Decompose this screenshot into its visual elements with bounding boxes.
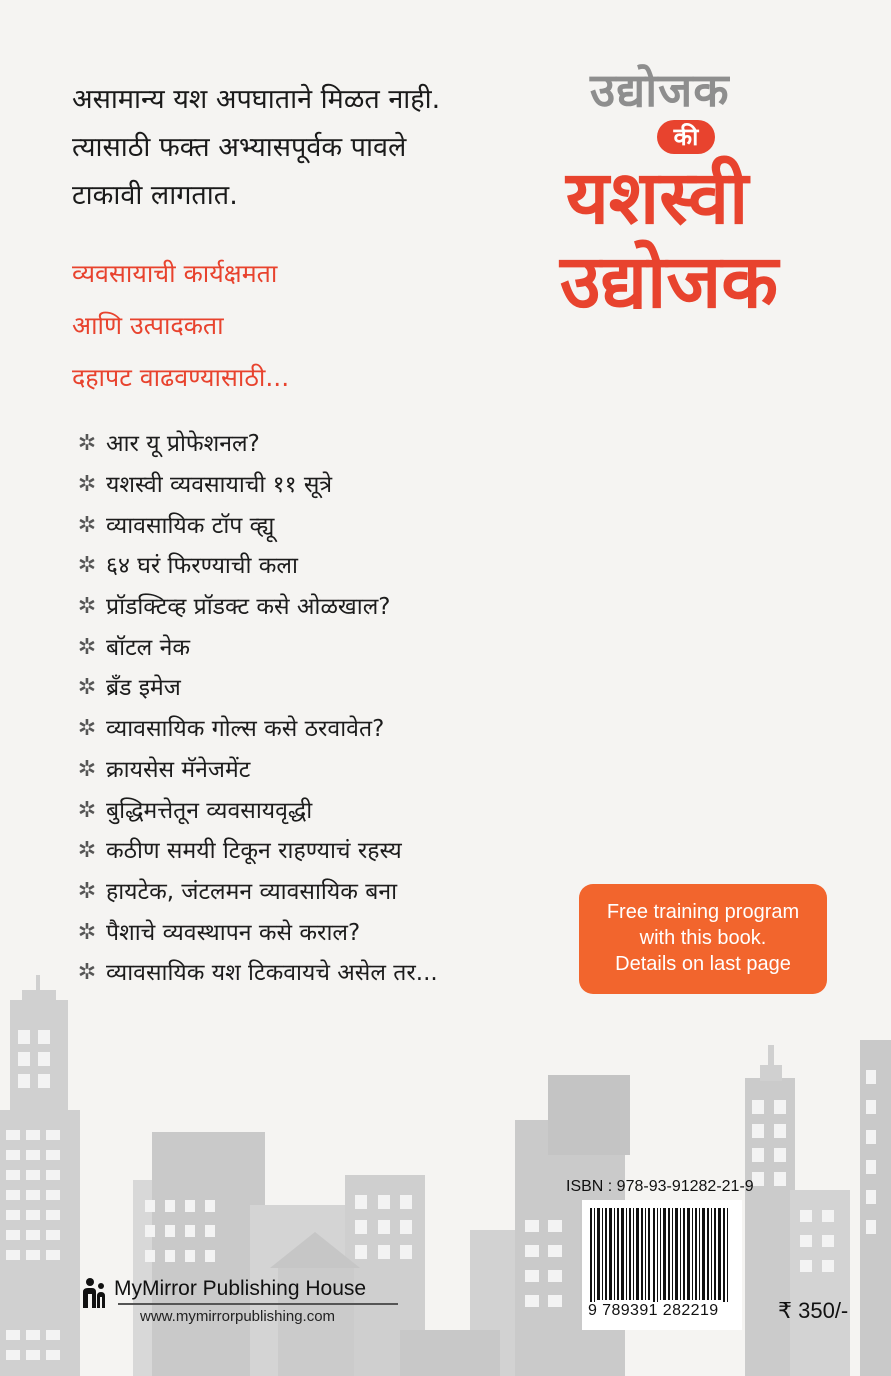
topic-text: ६४ घरं फिरण्याची कला bbox=[106, 553, 298, 580]
asterisk-bullet-icon: ✲ bbox=[77, 472, 97, 498]
tagline-line-2: आणि उत्पादकता bbox=[72, 311, 224, 340]
asterisk-bullet-icon: ✲ bbox=[77, 634, 97, 660]
asterisk-bullet-icon: ✲ bbox=[77, 756, 97, 782]
asterisk-bullet-icon: ✲ bbox=[77, 594, 97, 620]
isbn-label: ISBN : 978-93-91282-21-9 bbox=[566, 1178, 754, 1195]
intro-paragraph bbox=[72, 76, 532, 220]
topic-text: हायटेक, जंटलमन व्यावसायिक बना bbox=[106, 878, 398, 905]
asterisk-bullet-icon: ✲ bbox=[77, 797, 97, 823]
book-title bbox=[560, 58, 860, 338]
list-item bbox=[76, 505, 596, 546]
publisher-divider bbox=[118, 1303, 398, 1305]
list-item bbox=[76, 627, 596, 668]
asterisk-bullet-icon: ✲ bbox=[77, 838, 97, 864]
tagline-line-1: व्यवसायाची कार्यक्षमता bbox=[72, 259, 278, 288]
topic-text: व्यावसायिक यश टिकवायचे असेल तर... bbox=[106, 960, 438, 987]
intro-line-2: त्यासाठी फक्त अभ्यासपूर्वक पावले bbox=[72, 132, 407, 163]
title-sub-word: उद्योजक bbox=[560, 239, 779, 325]
free-training-promo bbox=[579, 884, 827, 994]
asterisk-bullet-icon: ✲ bbox=[77, 960, 97, 986]
list-item bbox=[76, 587, 596, 628]
barcode-number: 9 789391 282219 bbox=[588, 1302, 738, 1320]
promo-line-3: Details on last page bbox=[615, 953, 791, 975]
topic-text: ब्रँड इमेज bbox=[106, 675, 181, 702]
topics-list bbox=[76, 424, 596, 994]
list-item bbox=[76, 872, 596, 913]
topic-text: क्रायसेस मॅनेजमेंट bbox=[106, 756, 251, 783]
title-ki-badge: की bbox=[657, 120, 715, 154]
topic-text: व्यावसायिक गोल्स कसे ठरवावेत? bbox=[106, 716, 385, 743]
topic-text: बॉटल नेक bbox=[106, 634, 191, 661]
tagline bbox=[72, 248, 492, 404]
tagline-line-3: दहापट वाढवण्यासाठी... bbox=[72, 363, 290, 392]
asterisk-bullet-icon: ✲ bbox=[77, 878, 97, 904]
list-item bbox=[76, 912, 596, 953]
asterisk-bullet-icon: ✲ bbox=[77, 675, 97, 701]
publisher-url: www.mymirrorpublishing.com bbox=[140, 1308, 336, 1325]
topic-text: यशस्वी व्यवसायाची ११ सूत्रे bbox=[106, 472, 333, 499]
promo-line-1: Free training program bbox=[606, 901, 800, 923]
topic-text: प्रॉडक्टिव्ह प्रॉडक्ट कसे ओळखाल? bbox=[106, 594, 391, 621]
topic-text: कठीण समयी टिकून राहण्याचं रहस्य bbox=[106, 838, 402, 865]
asterisk-bullet-icon: ✲ bbox=[77, 919, 97, 945]
topic-text: बुद्धिमत्तेतून व्यवसायवृद्धी bbox=[106, 797, 313, 824]
asterisk-bullet-icon: ✲ bbox=[77, 512, 97, 538]
list-item bbox=[76, 790, 596, 831]
intro-line-3: टाकावी लागतात. bbox=[72, 180, 238, 211]
list-item bbox=[76, 546, 596, 587]
list-item bbox=[76, 831, 596, 872]
publisher-logo-icon bbox=[80, 1276, 110, 1310]
title-main-word: यशस्वी bbox=[566, 155, 749, 241]
topic-text: व्यावसायिक टॉप व्ह्यू bbox=[106, 512, 275, 539]
asterisk-bullet-icon: ✲ bbox=[77, 716, 97, 742]
list-item bbox=[76, 465, 596, 506]
intro-line-1: असामान्य यश अपघाताने मिळत नाही. bbox=[72, 84, 441, 115]
publisher-name: MyMirror Publishing House bbox=[114, 1277, 367, 1300]
list-item bbox=[76, 709, 596, 750]
list-item bbox=[76, 953, 596, 994]
topic-text: आर यू प्रोफेशनल? bbox=[106, 431, 260, 458]
list-item bbox=[76, 668, 596, 709]
asterisk-bullet-icon: ✲ bbox=[77, 431, 97, 457]
list-item bbox=[76, 424, 596, 465]
asterisk-bullet-icon: ✲ bbox=[77, 553, 97, 579]
promo-line-2: with this book. bbox=[639, 927, 767, 949]
price-label: ₹ 350/- bbox=[778, 1298, 849, 1323]
list-item bbox=[76, 750, 596, 791]
topic-text: पैशाचे व्यवस्थापन कसे कराल? bbox=[106, 919, 361, 946]
title-top-word: उद्योजक bbox=[590, 63, 730, 117]
